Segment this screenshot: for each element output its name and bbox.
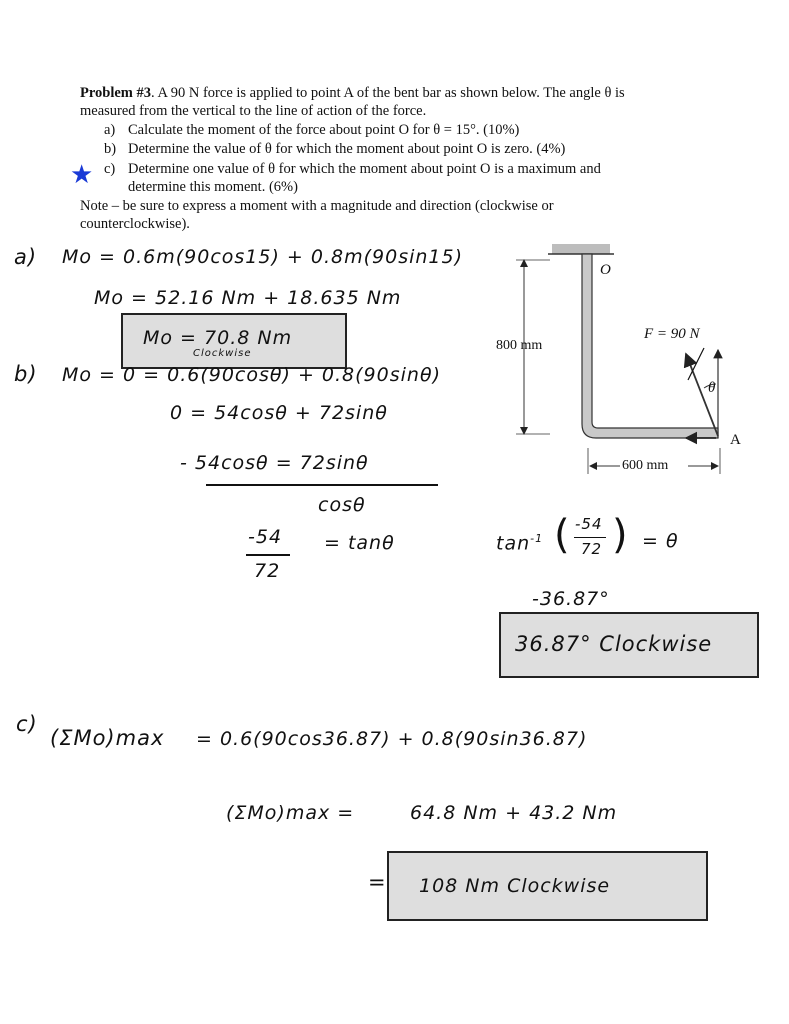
answer-c: 108 Nm Clockwise xyxy=(419,875,611,897)
arctan-denominator: 72 xyxy=(581,540,603,558)
arctan-fraction-line xyxy=(574,537,606,538)
paren-open: ( xyxy=(554,512,571,558)
solution-b-line-3: - 54cosθ = 72sinθ xyxy=(180,452,369,474)
solution-c-line-1: = 0.6(90cos36.87) + 0.8(90sin36.87) xyxy=(196,728,588,750)
note-line-2: counterclockwise). xyxy=(80,216,190,232)
fraction-line xyxy=(246,554,290,556)
label-theta: θ xyxy=(708,380,716,396)
solution-a-line-2: Mo = 52.16 Nm + 18.635 Nm xyxy=(94,287,402,309)
star-icon: ★ xyxy=(70,160,94,189)
label-600mm: 600 mm xyxy=(622,458,669,473)
answer-box-a xyxy=(121,313,347,369)
part-a-label: a) xyxy=(104,122,116,138)
part-c-text-cont: determine this moment. (6%) xyxy=(128,179,298,195)
solution-c-line-2-rhs: 64.8 Nm + 43.2 Nm xyxy=(410,802,618,824)
part-c-label: c) xyxy=(104,161,116,177)
answer-box-c xyxy=(387,851,708,921)
fraction-numerator: -54 xyxy=(248,526,283,548)
solution-b-line-2: 0 = 54cosθ + 72sinθ xyxy=(170,402,388,424)
solution-c-lhs: (ΣMo)max xyxy=(50,726,165,750)
solution-c-label: c) xyxy=(16,712,38,736)
problem-heading: Problem #3 xyxy=(80,85,152,101)
part-c-text: Determine one value of θ for which the moment about point O is a maximum and xyxy=(128,161,601,177)
solution-c-equals: = xyxy=(368,870,387,894)
answer-box-b xyxy=(499,612,759,678)
solution-c-line-2-lhs: (ΣMo)max = xyxy=(226,802,355,824)
paren-close: ) xyxy=(612,512,629,558)
ceiling-support xyxy=(552,244,610,254)
arctan-numerator: -54 xyxy=(575,515,603,533)
part-b-text: Determine the value of θ for which the moment about point O is zero. (4%) xyxy=(128,141,566,157)
answer-a-note: Clockwise xyxy=(193,348,252,359)
solution-b-result: -36.87° xyxy=(532,588,610,610)
problem-intro-line-1: Problem #3. A 90 N force is applied to point A of the bent bar as shown below. The angle θ is xyxy=(80,85,625,101)
fraction-bar-b xyxy=(206,484,438,486)
fraction-denominator: 72 xyxy=(254,560,281,582)
arctan-equals-theta: = θ xyxy=(642,530,679,552)
label-force: F = 90 N xyxy=(644,326,700,342)
part-b-label: b) xyxy=(104,141,117,157)
solution-b-label: b) xyxy=(14,362,38,386)
label-point-o: O xyxy=(600,262,611,278)
solution-b-denominator: cosθ xyxy=(318,494,366,516)
answer-b: 36.87° Clockwise xyxy=(515,632,713,656)
bent-bar-diagram xyxy=(490,238,750,483)
part-a-text: Calculate the moment of the force about point O for θ = 15°. (10%) xyxy=(128,122,520,138)
answer-a: Mo = 70.8 Nm xyxy=(143,327,293,349)
solution-b-line-1: Mo = 0 = 0.6(90cosθ) + 0.8(90sinθ) xyxy=(62,364,441,386)
solution-a-label: a) xyxy=(14,245,38,269)
tan-equation: = tanθ xyxy=(324,532,395,554)
label-800mm: 800 mm xyxy=(496,338,543,353)
arctan-expression: $\tan^{-1}$ xyxy=(496,532,544,555)
bent-bar xyxy=(582,254,718,438)
note-line-1: Note – be sure to express a moment with a magnitude and direction (clockwise or xyxy=(80,198,554,214)
problem-intro-line-2: measured from the vertical to the line of action of the force. xyxy=(80,103,427,119)
solution-a-line-1: Mo = 0.6m(90cos15) + 0.8m(90sin15) xyxy=(62,246,464,268)
label-point-a: A xyxy=(730,432,741,448)
